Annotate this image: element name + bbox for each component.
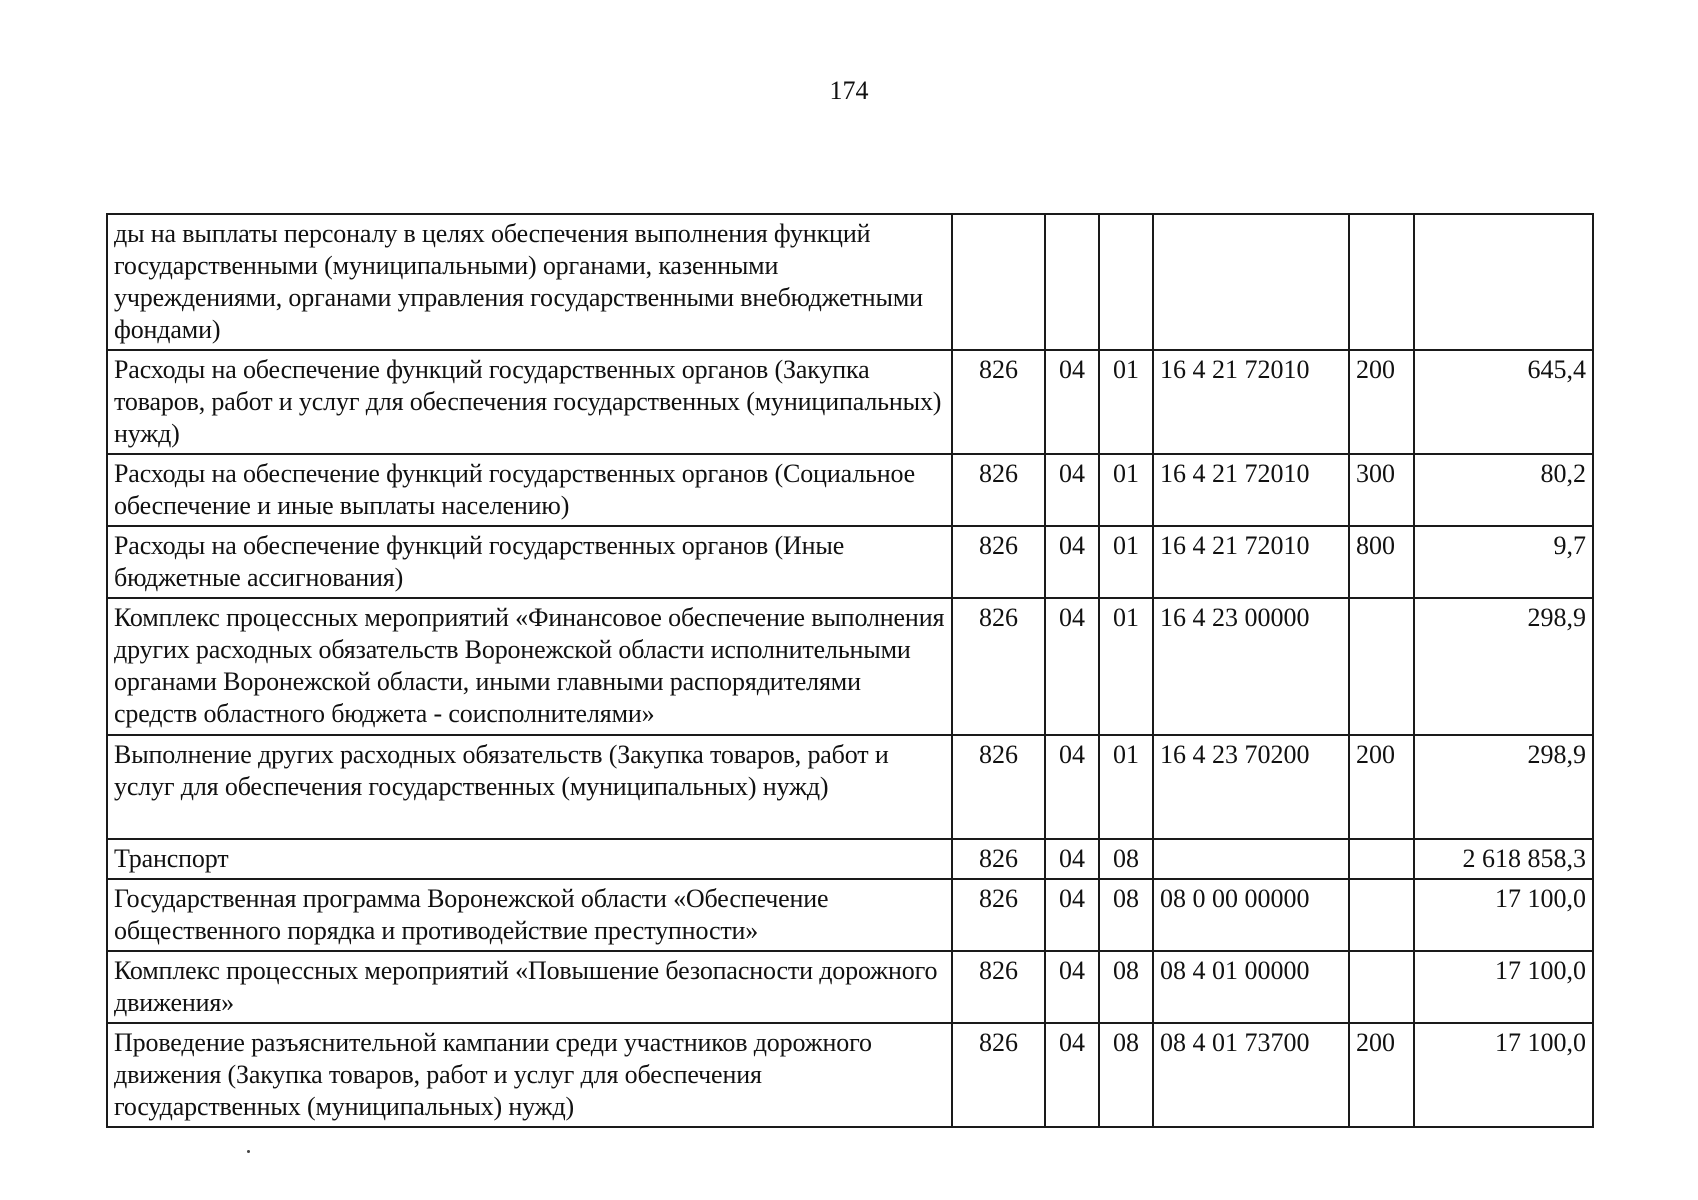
rz-code-cell: 04 [1045, 879, 1099, 951]
amount-cell: 645,4 [1414, 350, 1593, 454]
amount-cell: 17 100,0 [1414, 1023, 1593, 1127]
budget-table [106, 213, 1594, 1128]
table-row [107, 350, 1593, 454]
ved-code-cell: 826 [952, 951, 1045, 1023]
rz-code-cell: 04 [1045, 951, 1099, 1023]
csr-code-cell: 16 4 23 00000 [1153, 598, 1349, 735]
csr-code-cell [1153, 839, 1349, 879]
rz-code-cell: 04 [1045, 350, 1099, 454]
csr-code-cell: 08 4 01 73700 [1153, 1023, 1349, 1127]
table-row [107, 1023, 1593, 1127]
expense-name-cell: Транспорт [107, 839, 952, 879]
pr-code-cell: 01 [1099, 526, 1153, 598]
rz-code-cell: 04 [1045, 454, 1099, 526]
vr-code-cell: 800 [1349, 526, 1414, 598]
expense-name-cell: Комплекс процессных мероприятий «Повышение безопасности дорожного движения» [107, 951, 952, 1023]
csr-code-cell: 16 4 21 72010 [1153, 454, 1349, 526]
page-number: 174 [829, 76, 869, 105]
amount-cell: 9,7 [1414, 526, 1593, 598]
vr-code-cell: 300 [1349, 454, 1414, 526]
ved-code-cell: 826 [952, 1023, 1045, 1127]
ved-code-cell [952, 214, 1045, 350]
pr-code-cell: 01 [1099, 735, 1153, 839]
amount-cell: 2 618 858,3 [1414, 839, 1593, 879]
vr-code-cell [1349, 214, 1414, 350]
expense-name-cell: Расходы на обеспечение функций государственных органов (Иные бюджетные ассигнования) [107, 526, 952, 598]
amount-cell: 80,2 [1414, 454, 1593, 526]
expense-name-cell: Выполнение других расходных обязательств (Закупка товаров, работ и услуг для обеспечения государственных (муниципальных) нужд) [107, 735, 952, 839]
table-row [107, 735, 1593, 839]
scan-speck [247, 1150, 250, 1153]
pr-code-cell: 01 [1099, 454, 1153, 526]
table-row [107, 214, 1593, 350]
amount-cell: 298,9 [1414, 735, 1593, 839]
amount-cell [1414, 214, 1593, 350]
amount-cell: 17 100,0 [1414, 879, 1593, 951]
expense-name-cell: ды на выплаты персоналу в целях обеспечения выполнения функций государственными (муниципальными) органами, казенными учреждениями, органами управления государственными внебюджетными фондами) [107, 214, 952, 350]
expense-name-cell: Расходы на обеспечение функций государственных органов (Закупка товаров, работ и услуг для обеспечения государственных (муниципальных) нужд) [107, 350, 952, 454]
vr-code-cell [1349, 879, 1414, 951]
csr-code-cell: 16 4 21 72010 [1153, 526, 1349, 598]
pr-code-cell: 08 [1099, 879, 1153, 951]
rz-code-cell [1045, 214, 1099, 350]
ved-code-cell: 826 [952, 879, 1045, 951]
pr-code-cell: 08 [1099, 839, 1153, 879]
expense-name-cell: Проведение разъяснительной кампании среди участников дорожного движения (Закупка товаров, работ и услуг для обеспечения государственных (муниципальных) нужд) [107, 1023, 952, 1127]
vr-code-cell: 200 [1349, 1023, 1414, 1127]
pr-code-cell [1099, 214, 1153, 350]
rz-code-cell: 04 [1045, 1023, 1099, 1127]
expense-name-cell: Государственная программа Воронежской области «Обеспечение общественного порядка и противодействие преступности» [107, 879, 952, 951]
table-row [107, 598, 1593, 735]
vr-code-cell [1349, 839, 1414, 879]
pr-code-cell: 08 [1099, 1023, 1153, 1127]
table-row [107, 951, 1593, 1023]
csr-code-cell: 08 0 00 00000 [1153, 879, 1349, 951]
table-row [107, 454, 1593, 526]
ved-code-cell: 826 [952, 598, 1045, 735]
table-row [107, 526, 1593, 598]
expense-name-cell: Расходы на обеспечение функций государственных органов (Социальное обеспечение и иные выплаты населению) [107, 454, 952, 526]
vr-code-cell: 200 [1349, 350, 1414, 454]
pr-code-cell: 01 [1099, 598, 1153, 735]
rz-code-cell: 04 [1045, 598, 1099, 735]
vr-code-cell: 200 [1349, 735, 1414, 839]
table-row [107, 879, 1593, 951]
ved-code-cell: 826 [952, 735, 1045, 839]
csr-code-cell [1153, 214, 1349, 350]
ved-code-cell: 826 [952, 454, 1045, 526]
csr-code-cell: 16 4 21 72010 [1153, 350, 1349, 454]
ved-code-cell: 826 [952, 350, 1045, 454]
vr-code-cell [1349, 598, 1414, 735]
pr-code-cell: 01 [1099, 350, 1153, 454]
ved-code-cell: 826 [952, 526, 1045, 598]
pr-code-cell: 08 [1099, 951, 1153, 1023]
rz-code-cell: 04 [1045, 735, 1099, 839]
csr-code-cell: 16 4 23 70200 [1153, 735, 1349, 839]
expense-name-cell: Комплекс процессных мероприятий «Финансовое обеспечение выполнения других расходных обязательств Воронежской области исполнительными органами Воронежской области, иными главными распорядителями средств областного бюджета - соисполнителями» [107, 598, 952, 735]
rz-code-cell: 04 [1045, 839, 1099, 879]
vr-code-cell [1349, 951, 1414, 1023]
csr-code-cell: 08 4 01 00000 [1153, 951, 1349, 1023]
rz-code-cell: 04 [1045, 526, 1099, 598]
table-row [107, 839, 1593, 879]
amount-cell: 298,9 [1414, 598, 1593, 735]
ved-code-cell: 826 [952, 839, 1045, 879]
amount-cell: 17 100,0 [1414, 951, 1593, 1023]
